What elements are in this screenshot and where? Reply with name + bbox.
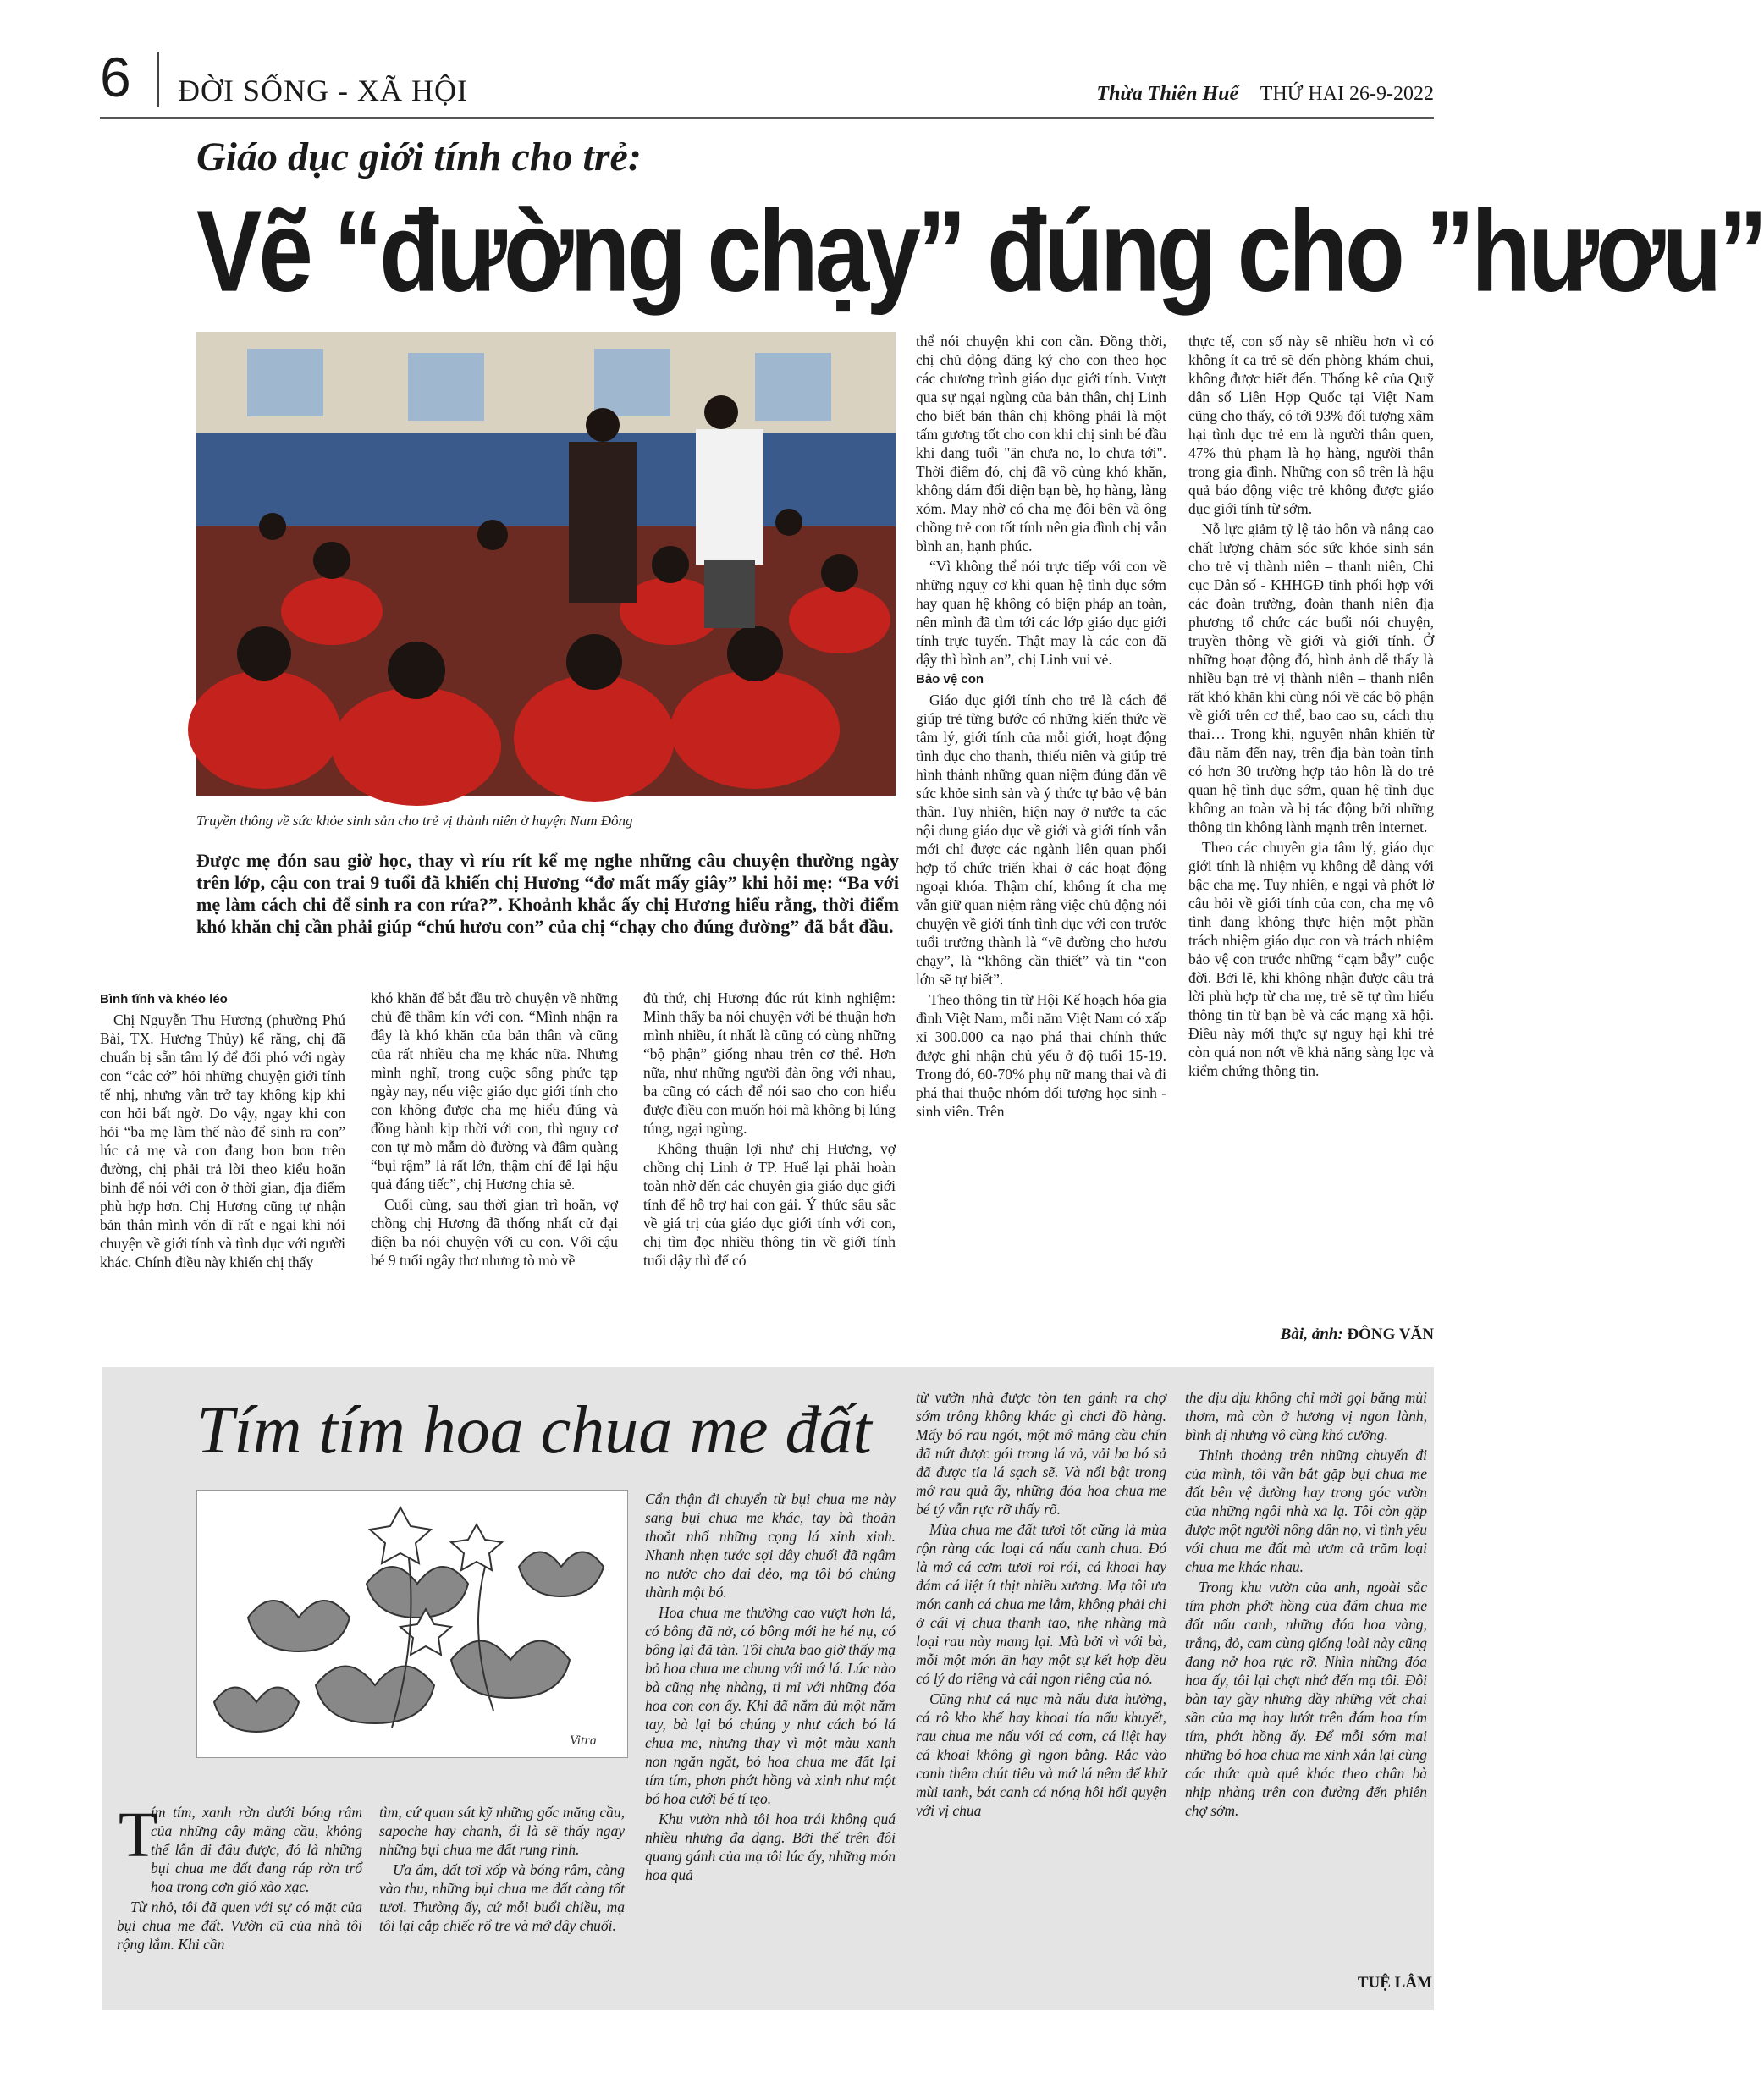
feature-illustration	[196, 1490, 628, 1758]
drop-cap: T	[119, 1800, 158, 1871]
paragraph: Cuối cùng, sau thời gian trì hoãn, vợ chồng chị Hương đã thống nhất cử đại diện ba nói chuyện với cu con. Với cậu bé 9 tuổi ngây thơ nhưng tò mò về	[371, 1196, 618, 1269]
section-title: ĐỜI SỐNG - XÃ HỘI	[178, 74, 468, 107]
photo-caption: Truyền thông về sức khỏe sinh sản cho trẻ vị thành niên ở huyện Nam Đông	[196, 813, 633, 829]
header-separator	[157, 52, 159, 107]
paragraph: Giáo dục giới tính cho trẻ là cách để giúp trẻ từng bước có những kiến thức về tâm lý, giới tính của mỗi giới, hoạt động tình dục cho thanh, thiếu niên và giúp trẻ hình thành những quan niệm đúng đắn về sức khỏe sinh sản và ý thức tự bảo vệ bản thân. Tuy nhiên, hiện nay ở nước ta các nội dung giáo dục về giới và giới tính vẫn mới chỉ được các ngành liên quan phối hợp tổ chức triển khai ở các hoạt động ngoại khóa. Thậm chí, không ít cha mẹ vẫn giữ quan niệm rằng việc chủ động nói chuyện về giới tính tình dục với con trước tuổi trưởng thành là “vẽ đường cho hươu chạy”, là “không cần thiết” và tin “con lớn sẽ tự biết”.	[916, 692, 1166, 988]
paragraph: Ưa ẩm, đất tơi xốp và bóng râm, càng vào thu, những bụi chua me đất càng tốt tươi. Thường ấy, cứ mỗi buổi chiều, mạ tôi lại cắp chiếc rổ tre và mớ dây chuối.	[379, 1861, 625, 1934]
paragraph: tìm, cứ quan sát kỹ những gốc măng cầu, sapoche hay chanh, ổi là sẽ thấy ngay những bụi chua me đất rung rinh.	[379, 1804, 625, 1858]
paragraph: Không thuận lợi như chị Hương, vợ chồng chị Linh ở TP. Huế lại phải hoàn toàn nhờ đến các chuyên gia giáo dục giới tính để hỗ trợ hai con gái. Ý thức sâu sắc về giá trị của giáo dục giới tính với con, chị tìm đọc nhiều thông tin về giới tính tuổi dậy thì để có	[643, 1140, 896, 1269]
article-column-3	[643, 989, 896, 1271]
paragraph: Hoa chua me thường cao vượt hơn lá, có bông đã nở, có bông mới he hé nụ, có bông lại đã tàn. Tôi chưa bao giờ thấy mạ bỏ hoa chua me chung với mớ lá. Lúc nào bà cũng nhẹ nhàng, tỉ mỉ với những đóa hoa con con ấy. Khi đã nắm đủ một nắm tay, bà lại bó chúng y như cách bó lá chua me, nhưng thay vì một màu xanh non ngăn ngắt, bó hoa chua me đất lại tím tím, phơn phớt hồng và xinh như một bó hoa cưới bé tí tẹo.	[645, 1604, 896, 1807]
subheading: Bảo vệ con	[916, 672, 984, 686]
article-column-1	[100, 989, 345, 1273]
article-column-4	[916, 332, 1166, 1122]
paragraph: ím tím, xanh rờn dưới bóng râm của những cây mãng cầu, không thể lẫn đi đâu được, đó là những bụi chua me đất đang ráp rờn trổ hoa trong cơn gió xào xạc.	[151, 1804, 362, 1895]
paragraph: thể nói chuyện khi con cần. Đồng thời, chị chủ động đăng ký cho con theo học các chương trình giáo dục giới tính. Vượt qua sự ngại ngùng của bản thân, chị Linh cho biết bản thân chị không phải là một tấm gương tốt cho con khi chị sinh bé đầu khi đang tuổi "ăn chưa no, lo chưa tới". Thời điểm đó, chị đã vô cùng khó khăn, không dám đối diện bạn bè, họ hàng, làng xóm. May nhờ có cha mẹ đôi bên và ông chồng trẻ con tốt tính nên gia đình chị vẫn bình an, hạnh phúc.	[916, 333, 1166, 554]
header-rule	[100, 117, 1434, 119]
issue-date: THỨ HAI 26-9-2022	[1260, 83, 1434, 105]
paragraph: Theo các chuyên gia tâm lý, giáo dục giới tính là nhiệm vụ không dễ dàng với bậc cha mẹ. Tuy nhiên, e ngại và phớt lờ câu hỏi về giới tính của con, cha mẹ vô tình đang không thực hiện một phần trách nhiệm giáo dục con và trách nhiệm bảo vệ con trước những “cạm bẫy” cuộc đời. Bởi lẽ, khi không nhận được câu trả lời phù hợp từ cha mẹ, trẻ sẽ tự tìm hiểu thông tin từ bạn bè và các mạng xã hội. Điều này mới thực sự nguy hại khi trẻ còn quá non nớt về khả năng sàng lọc và kiểm chứng thông tin.	[1188, 839, 1434, 1079]
feature-column-4	[916, 1388, 1166, 1822]
article-column-5	[1188, 332, 1434, 1082]
classroom-photo-illustration	[196, 332, 896, 796]
paragraph: the dịu dịu không chỉ mời gọi bằng mùi thơm, mà còn ở hương vị ngon lành, bình dị nhưng vô cùng khó cưỡng.	[1185, 1389, 1427, 1443]
feature-column-5	[1185, 1388, 1427, 1822]
paragraph: thực tế, con số này sẽ nhiều hơn vì có không ít ca trẻ sẽ đến phòng khám chui, không được biết đến. Thống kê của Quỹ dân số Liên Hợp Quốc tại Việt Nam cũng cho thấy, có tới 93% đối tượng xâm hại tình dục trẻ em là người thân quen, 47% thủ phạm là họ hàng, người thân trong gia đình. Những con số trên là hậu quả báo động việc trẻ không được giáo dục giới tính từ sớm.	[1188, 333, 1434, 517]
article-kicker: Giáo dục giới tính cho trẻ:	[196, 135, 642, 179]
article-photo	[196, 332, 896, 796]
feature-title: Tím tím hoa chua me đất	[196, 1393, 872, 1468]
paragraph: Theo thông tin từ Hội Kế hoạch hóa gia đình Việt Nam, mỗi năm Việt Nam có xấp xỉ 300.000 ca nạo phá thai chính thức được ghi nhận chủ yếu ở độ tuổi 15-19. Trong đó, 60-70% phụ nữ mang thai và đi phá thai thuộc nhóm đối tượng học sinh - sinh viên. Trên	[916, 991, 1166, 1120]
paragraph: Trong khu vườn của anh, ngoài sắc tím phơn phớt hồng của đám chua me đất nấu canh, những đóa hoa vàng, trắng, đỏ, cam cùng giống loài này cũng đang nở hoa rực rỡ. Nhìn những đóa hoa ấy, tôi lại chợt nhớ đến mạ tôi. Đôi bàn tay gầy nhưng đầy những vết chai sần của mạ hay lướt trên đám hoa tím tím, phớt hồng ấy. Để mỗi sớm mai những bó hoa chua me xinh xắn lại cùng các thức quà quê khác theo chân bà nhịp nhàng trên con đường đến phiên chợ sớm.	[1185, 1579, 1427, 1819]
byline-prefix: Bài, ảnh:	[1280, 1326, 1343, 1343]
feature-column-2	[379, 1803, 625, 1937]
illustration-signature: Vitra	[570, 1733, 597, 1748]
header-masthead	[1096, 83, 1434, 106]
feature-byline: TUỆ LÂM	[1357, 1974, 1432, 1992]
paragraph: Từ nhỏ, tôi đã quen với sự có mặt của bụi chua me đất. Vườn cũ của nhà tôi rộng lắm. Khi cần	[117, 1899, 362, 1953]
article-column-2	[371, 989, 618, 1271]
article-byline	[1281, 1326, 1434, 1344]
article-lead: Được mẹ đón sau giờ học, thay vì ríu rít kể mẹ nghe những câu chuyện thường ngày trên lớp, cậu con trai 9 tuổi đã khiến chị Hương “đơ mất mấy giây” khi hỏi mẹ: “Ba với mẹ làm cách chi để sinh ra con rứa?”. Khoảnh khắc ấy chị Hương hiểu rằng, thời điểm khó khăn chị cần phải giúp “chú hươu con” của chị “chạy cho đúng đường” đã bắt đầu.	[196, 850, 899, 937]
paragraph: đủ thứ, chị Hương đúc rút kinh nghiệm: Mình thấy ba nói chuyện với bé thuận hơn mình nhiều, ít nhất là cũng có cùng những “bộ phận” giống nhau trên cơ thể. Hơn nữa, như những người đàn ông với nhau, ba cũng có cách để nói sao cho con hiểu được điều con muốn hỏi mà không bị lúng túng, ngại ngùng.	[643, 989, 896, 1137]
paragraph: từ vườn nhà được tòn ten gánh ra chợ sớm trông không khác gì chơi đồ hàng. Mấy bó rau ngót, một mớ măng cầu chín đã nứt được gói trong lá vả, vải ba bó sả đã được tỉa lá sạch sẽ. Và nổi bật trong mớ rau quả ấy, những đóa hoa chua me bé tý vẫn rực rỡ thấy rõ.	[916, 1389, 1166, 1518]
flower-sketch-illustration	[197, 1491, 627, 1757]
paragraph: Cẩn thận đi chuyển từ bụi chua me này sang bụi chua me khác, tay bà thoăn thoắt nhổ những cọng lá xinh xinh. Nhanh nhẹn tước sợi dây chuối đã ngâm no nước cho dai dẻo, mạ tôi bó chúng thành một bó.	[645, 1491, 896, 1601]
paragraph: Nỗ lực giảm tỷ lệ tảo hôn và nâng cao chất lượng chăm sóc sức khỏe sinh sản cho trẻ vị thành niên – thanh niên, Chi cục Dân số - KHHGĐ tỉnh phối hợp với các đoàn trường, đoàn thanh niên địa phương tổ chức các buổi nói chuyện, truyền thông về giới và giới tính. Ở những hoạt động đó, hình ảnh dễ thấy là nhiều bạn trẻ vị thành niên – thanh niên rất khó khăn khi cùng nói về các bộ phận về giới trên cơ thể, bao cao su, cách thụ thai… Trong khi, nguyên nhân khiến từ đầu năm đến nay, trên địa bàn toàn tỉnh có hơn 30 trường hợp tảo hôn là do trẻ quan hệ tình dục sớm, quan hệ tình dục không an toàn và bị tác động bởi những thông tin không lành mạnh trên internet.	[1188, 521, 1434, 835]
paragraph: Chị Nguyễn Thu Hương (phường Phú Bài, TX. Hương Thủy) kể rằng, chị đã chuẩn bị sẵn tâm lý để đối phó với ngày con “cắc cớ” hỏi những chuyện giới tính tế nhị, nhưng vẫn trở tay không kịp khi con hỏi bất ngờ. Do vậy, ngay khi con hỏi “ba mẹ làm thế nào để sinh ra con” lúc cả mẹ và con đang bon bon trên đường, chị phải trả lời theo kiểu hoãn binh để nói với con ở thời gian, địa điểm phù hợp hơn. Chị Hương cũng tự nhận bản thân mình vốn dĩ rất e ngại khi nói chuyện về giới tính và tình dục với người khác. Chính điều này khiến chị thấy	[100, 1011, 345, 1270]
paragraph: Khu vườn nhà tôi hoa trái không quá nhiều nhưng đa dạng. Bởi thế trên đôi quang gánh của mạ tôi lúc ấy, những món hoa quả	[645, 1811, 896, 1883]
feature-column-3	[645, 1490, 896, 1886]
paragraph: Mùa chua me đất tươi tốt cũng là mùa rộn ràng các loại cá nấu canh chua. Đó là mớ cá cơm tươi roi rói, cá khoai hay đám cá liệt ít thịt nhiều xương. Mạ tôi ưa món canh cá chua me lắm, không phải chỉ ở cái vị chua thanh tao, nhẹ nhàng mà loại rau này mang lại. Mà bởi vì với bà, mỗi một món ăn hay một sự kết hợp đều có lý do riêng và cái ngon riêng của nó.	[916, 1521, 1166, 1687]
feature-column-1	[117, 1800, 362, 1955]
subheading: Bình tĩnh và khéo léo	[100, 992, 228, 1006]
paragraph: “Vì không thể nói trực tiếp với con về những nguy cơ khi quan hệ tình dục sớm hay quan hệ không có biện pháp an toàn, nên mình đã tìm tới các lớp giáo dục giới tính trực tuyến. Thật may là các con đã dậy thì bình an”, chị Linh vui vẻ.	[916, 558, 1166, 668]
newspaper-brand: Thừa Thiên Huế	[1096, 83, 1239, 105]
page-number: 6	[100, 46, 131, 108]
byline-author: ĐÔNG VĂN	[1347, 1326, 1434, 1343]
paragraph: Cũng như cá nục mà nấu dưa hường, cá rô kho khế hay khoai tía nấu khuyết, rau chua me nấu với cá cơm, cá liệt hay cá khoai không gì ngon bằng. Rắc vào canh thêm chút tiêu và mớ lá nêm để khử mùi tanh, bát canh cá nóng hôi hổi quyện với vị chua	[916, 1690, 1166, 1819]
paragraph: khó khăn để bắt đầu trò chuyện về những chủ đề thầm kín với con. “Mình nhận ra đây là khó khăn của bản thân và cũng của rất nhiều cha mẹ khác nữa. Nhưng mình nghĩ, trong cuộc sống phức tạp ngày nay, nếu việc giáo dục giới tính cho con không được cha mẹ hiểu đúng và đồng hành kịp thời với con, thì nguy cơ con tự mò mẫm dò đường và đâm quàng “bụi rậm” là rất lớn, thậm chí để lại hậu quả đáng tiếc”, chị Hương chia sẻ.	[371, 989, 618, 1193]
article-headline: Vẽ “đường chạy” đúng cho ”hươu”	[196, 185, 1764, 317]
paragraph: Thỉnh thoảng trên những chuyến đi của mình, tôi vẫn bắt gặp bụi chua me đất bên vệ đường hay trong góc vườn của những ngôi nhà xa lạ. Tôi còn gặp được một người nông dân nọ, vì tình yêu với chua me đất mà ươm cả trăm loại chua me khác nhau.	[1185, 1447, 1427, 1575]
